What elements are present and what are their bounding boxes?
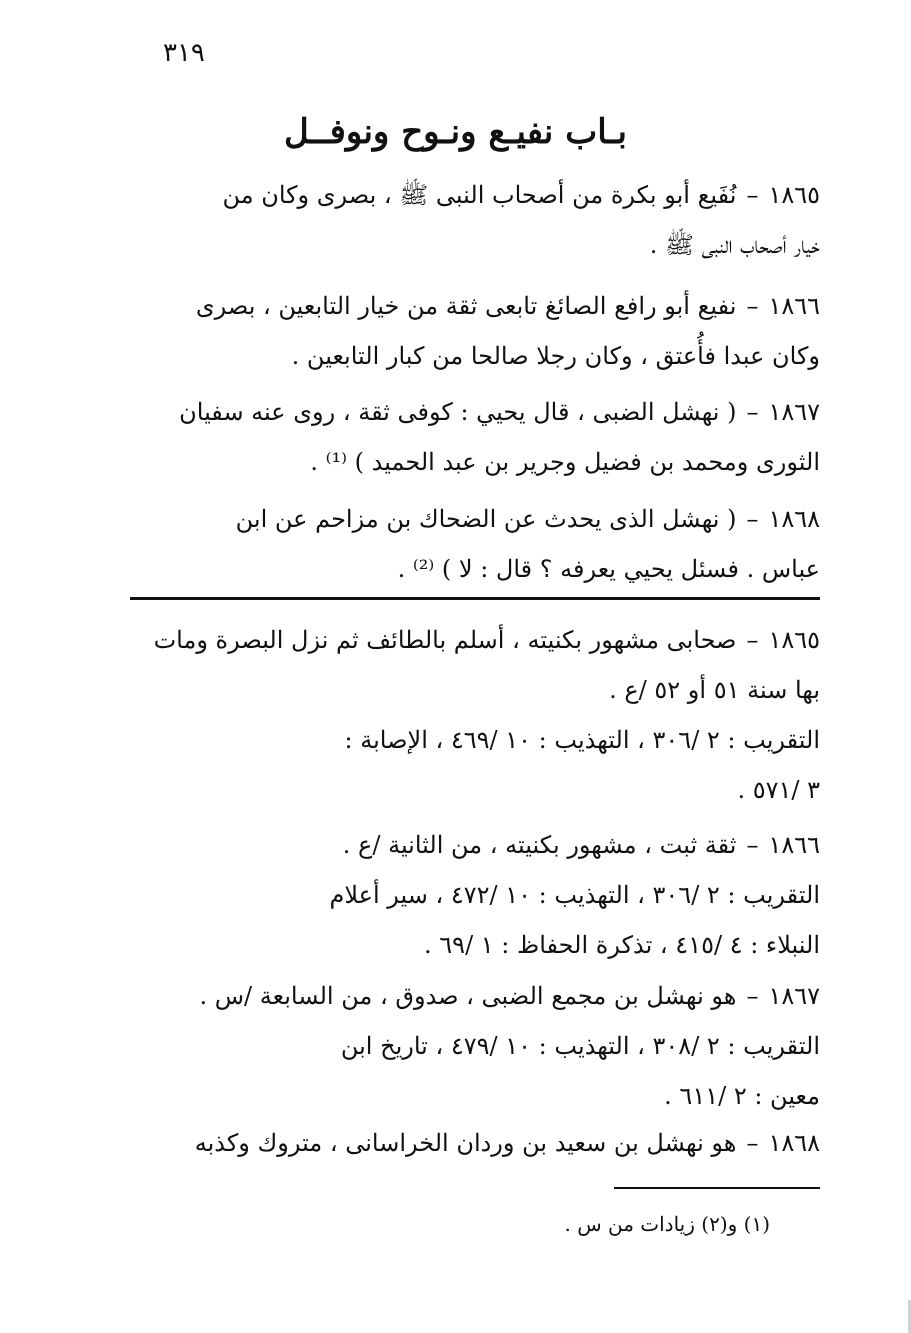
entry-text: نُفَيع أبو بكرة من أصحاب النبى ﷺ ، بصرى وكان من (222, 181, 737, 209)
note-dash: – (746, 982, 759, 1010)
note-line (130, 615, 820, 665)
note-1867 (130, 971, 820, 1121)
note-number: ١٨٦٧ (768, 982, 820, 1010)
note-text: هو نهشل بن مجمع الضبى ، صدوق ، من السابعة /س . (199, 982, 737, 1010)
note-text: هو نهشل بن سعيد بن وردان الخراسانى ، متروك وكذبه (194, 1129, 737, 1157)
note-1865 (130, 615, 820, 815)
entry-text: ( نهشل الضبى ، قال يحيي : كوفى ثقة ، روى عنه سفيان (179, 398, 737, 426)
note-1868 (130, 1118, 820, 1168)
entry-dash: – (746, 181, 759, 209)
note-line (130, 971, 820, 1021)
note-line: التقريب : ٢ /٣٠٦ ، التهذيب : ١٠ /٤٧٢ ، سير أعلام (329, 881, 820, 909)
page-number: ٣١٩ (163, 38, 205, 68)
entry-line (130, 387, 820, 437)
entry-line: وكان عبدا فأُعتق ، وكان رجلا صالحا من كبار التابعين . (291, 342, 820, 370)
entry-text: ( نهشل الذى يحدث عن الضحاك بن مزاحم عن ابن (235, 505, 737, 533)
entry-dash: – (746, 505, 759, 533)
note-line (130, 1118, 820, 1168)
entry-line: الثورى ومحمد بن فضيل وجرير بن عبد الحميد ) ⁽¹⁾ . (310, 448, 820, 476)
note-dash: – (746, 626, 759, 654)
entry-line (130, 494, 820, 544)
note-line: التقريب : ٢ /٣٠٨ ، التهذيب : ١٠ /٤٧٩ ، تاريخ ابن (340, 1032, 820, 1060)
entry-number: ١٨٦٧ (768, 398, 820, 426)
note-number: ١٨٦٨ (768, 1129, 820, 1157)
note-line: النبلاء : ٤ /٤١٥ ، تذكرة الحفاظ : ١ /٦٩ . (424, 931, 820, 959)
entry-1868 (130, 494, 820, 594)
entry-1866 (130, 281, 820, 381)
entry-dash: – (746, 292, 759, 320)
footnote: (١) و(٢) زيادات من س . (564, 1212, 770, 1236)
note-number: ١٨٦٥ (768, 626, 820, 654)
footnote-divider (614, 1187, 820, 1189)
entry-number: ١٨٦٨ (768, 505, 820, 533)
entry-1867 (130, 387, 820, 487)
chapter-title: بـاب نفيـع ونـوح ونوفــل (283, 112, 627, 152)
note-dash: – (746, 1129, 759, 1157)
note-line: ٣ /٥٧١ . (737, 776, 820, 804)
note-dash: – (746, 831, 759, 859)
entry-line: خيار أصحاب النبى ﷺ . (649, 231, 820, 259)
entry-line (130, 170, 820, 220)
entry-number: ١٨٦٦ (768, 292, 820, 320)
note-line: بها سنة ٥١ أو ٥٢ /ع . (609, 676, 820, 704)
note-line (130, 820, 820, 870)
entry-line (130, 281, 820, 331)
note-text: صحابى مشهور بكنيته ، أسلم بالطائف ثم نزل البصرة ومات (153, 626, 737, 654)
entry-number: ١٨٦٥ (768, 181, 820, 209)
notes-divider (130, 597, 820, 600)
note-line: التقريب : ٢ /٣٠٦ ، التهذيب : ١٠ /٤٦٩ ، الإصابة : (344, 726, 820, 754)
note-number: ١٨٦٦ (768, 831, 820, 859)
entry-dash: – (746, 398, 759, 426)
note-1866 (130, 820, 820, 970)
entry-text: نفيع أبو رافع الصائغ تابعى ثقة من خيار التابعين ، بصرى (195, 292, 737, 320)
note-line: معين : ٢ /٦١١ . (664, 1082, 820, 1110)
entry-1865 (130, 170, 820, 270)
entry-line: عباس . فسئل يحيي يعرفه ؟ قال : لا ) ⁽²⁾ . (397, 555, 820, 583)
note-text: ثقة ثبت ، مشهور بكنيته ، من الثانية /ع . (342, 831, 737, 859)
